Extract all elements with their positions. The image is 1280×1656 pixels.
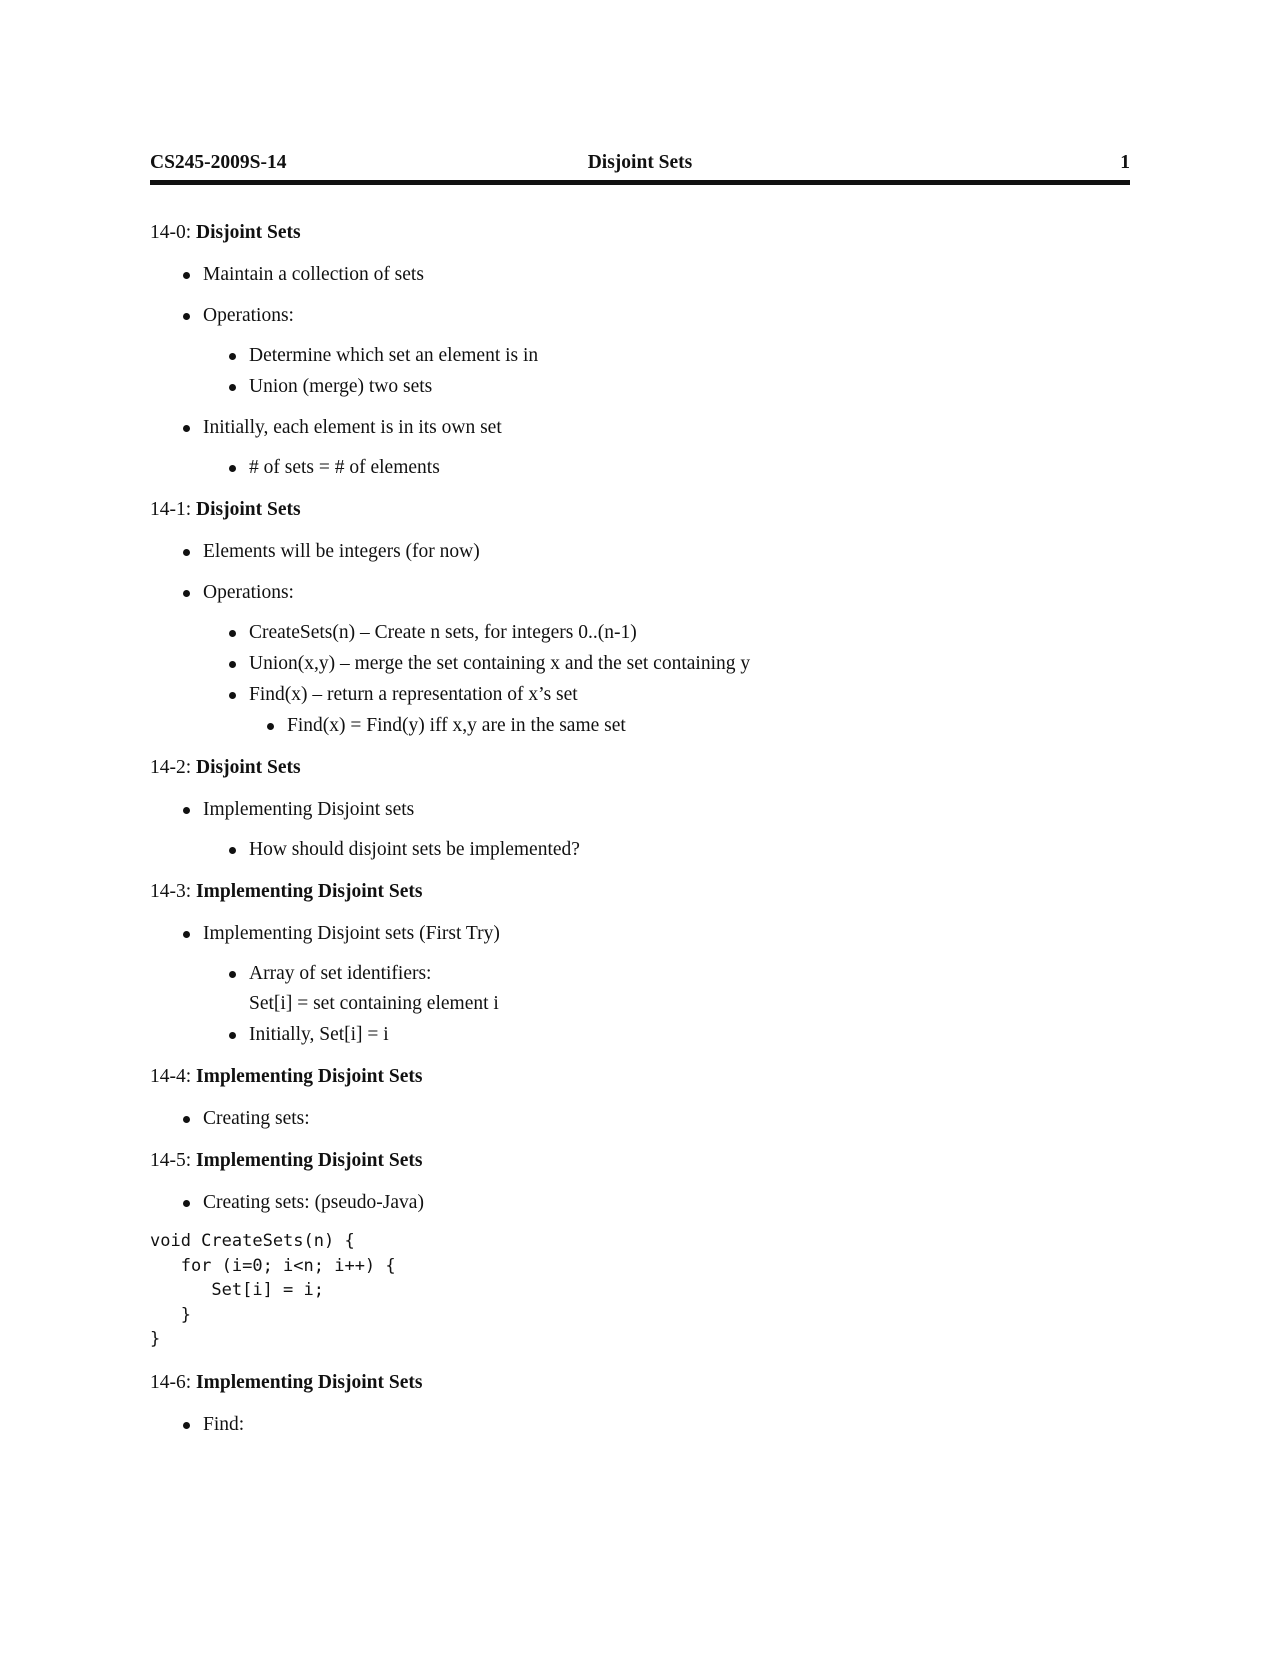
slide-heading bbox=[150, 1146, 1130, 1176]
list-item bbox=[150, 795, 1130, 865]
bullet-text: Maintain a collection of sets bbox=[203, 264, 424, 285]
list-item bbox=[150, 578, 1130, 741]
slide-number: 14-3: bbox=[150, 881, 192, 902]
bullet-text: Implementing Disjoint sets bbox=[203, 799, 415, 820]
slide-heading bbox=[150, 877, 1130, 907]
slide-number: 14-4: bbox=[150, 1066, 192, 1087]
slides-content bbox=[150, 218, 1130, 1452]
bullet-text: How should disjoint sets be implemented? bbox=[249, 839, 580, 860]
bullet-text: Implementing Disjoint sets (First Try) bbox=[203, 923, 500, 944]
slide-14-0 bbox=[150, 218, 1130, 483]
slide-number: 14-6: bbox=[150, 1371, 192, 1393]
list-item bbox=[203, 1020, 1130, 1050]
page-header bbox=[150, 152, 1130, 182]
bullet-list bbox=[150, 1104, 1130, 1134]
list-item bbox=[203, 680, 1130, 741]
bullet-text: Union (merge) two sets bbox=[249, 376, 433, 397]
slide-14-4 bbox=[150, 1062, 1130, 1134]
sub-sub-bullet-list bbox=[249, 711, 1130, 741]
slide-title: Disjoint Sets bbox=[196, 499, 301, 520]
bullet-text: Elements will be integers (for now) bbox=[203, 541, 480, 562]
slide-title: Implementing Disjoint Sets bbox=[196, 1066, 423, 1087]
list-item bbox=[150, 919, 1130, 1050]
bullet-list bbox=[150, 919, 1130, 1050]
course-code: CS245-2009S-14 bbox=[150, 152, 287, 173]
bullet-list bbox=[150, 1410, 1130, 1440]
bullet-text: Creating sets: bbox=[203, 1108, 310, 1129]
sub-bullet-list bbox=[203, 453, 1130, 483]
list-item bbox=[150, 1104, 1130, 1134]
list-item bbox=[150, 537, 1130, 567]
sub-bullet-list bbox=[203, 341, 1130, 402]
list-item bbox=[249, 711, 1130, 741]
bullet-text: Find: bbox=[203, 1413, 245, 1435]
bullet-list bbox=[150, 260, 1130, 483]
list-item bbox=[150, 1410, 1130, 1440]
sub-bullet-list bbox=[203, 835, 1130, 865]
slide-heading bbox=[150, 218, 1130, 248]
list-item bbox=[150, 301, 1130, 402]
list-item bbox=[203, 618, 1130, 648]
bullet-text: Operations: bbox=[203, 582, 294, 603]
slide-heading bbox=[150, 495, 1130, 525]
slide-14-6 bbox=[150, 1368, 1130, 1440]
document-title: Disjoint Sets bbox=[587, 152, 693, 173]
slide-14-1 bbox=[150, 495, 1130, 741]
list-item bbox=[203, 959, 1130, 1019]
bullet-text: CreateSets(n) – Create n sets, for integers 0..(n-1) bbox=[249, 622, 637, 643]
slide-heading bbox=[150, 1368, 1130, 1398]
slide-heading bbox=[150, 753, 1130, 783]
sub-bullet-list bbox=[203, 618, 1130, 741]
bullet-text: Find(x) – return a representation of x’s set bbox=[249, 684, 578, 705]
list-item bbox=[203, 835, 1130, 865]
slide-number: 14-5: bbox=[150, 1150, 192, 1171]
list-item bbox=[150, 1188, 1130, 1218]
bullet-text-continued: Set[i] = set containing element i bbox=[249, 993, 499, 1014]
bullet-list bbox=[150, 795, 1130, 865]
code-block: void CreateSets(n) { for (i=0; i<n; i++) { Set[i] = i; } } bbox=[150, 1231, 396, 1349]
slide-title: Implementing Disjoint Sets bbox=[196, 1371, 423, 1393]
bullet-text: Array of set identifiers: bbox=[249, 963, 432, 984]
bullet-text: Find(x) = Find(y) iff x,y are in the same set bbox=[287, 715, 626, 736]
slide-14-3 bbox=[150, 877, 1130, 1050]
bullet-text: Creating sets: (pseudo-Java) bbox=[203, 1192, 424, 1213]
bullet-text: Determine which set an element is in bbox=[249, 345, 539, 366]
list-item bbox=[203, 453, 1130, 483]
header-rule bbox=[150, 180, 1130, 185]
page-number: 1 bbox=[1120, 152, 1130, 173]
slide-title: Disjoint Sets bbox=[196, 222, 301, 243]
slide-title: Implementing Disjoint Sets bbox=[196, 1150, 423, 1171]
slide-14-5 bbox=[150, 1146, 1130, 1352]
slide-number: 14-2: bbox=[150, 757, 192, 778]
list-item bbox=[203, 372, 1130, 402]
list-item bbox=[150, 413, 1130, 483]
slide-title: Disjoint Sets bbox=[196, 757, 301, 778]
list-item bbox=[203, 341, 1130, 371]
bullet-list bbox=[150, 537, 1130, 741]
slide-title: Implementing Disjoint Sets bbox=[196, 881, 423, 902]
list-item bbox=[203, 649, 1130, 679]
slide-heading bbox=[150, 1062, 1130, 1092]
bullet-text: Union(x,y) – merge the set containing x and the set containing y bbox=[249, 653, 751, 674]
sub-bullet-list bbox=[203, 959, 1130, 1050]
bullet-text: Operations: bbox=[203, 305, 294, 326]
slide-number: 14-0: bbox=[150, 222, 192, 243]
slide-14-2 bbox=[150, 753, 1130, 865]
bullet-text: Initially, each element is in its own set bbox=[203, 417, 502, 438]
bullet-list bbox=[150, 1188, 1130, 1218]
list-item bbox=[150, 260, 1130, 290]
slide-number: 14-1: bbox=[150, 499, 192, 520]
bullet-text: Initially, Set[i] = i bbox=[249, 1024, 389, 1045]
bullet-text: # of sets = # of elements bbox=[249, 457, 440, 478]
